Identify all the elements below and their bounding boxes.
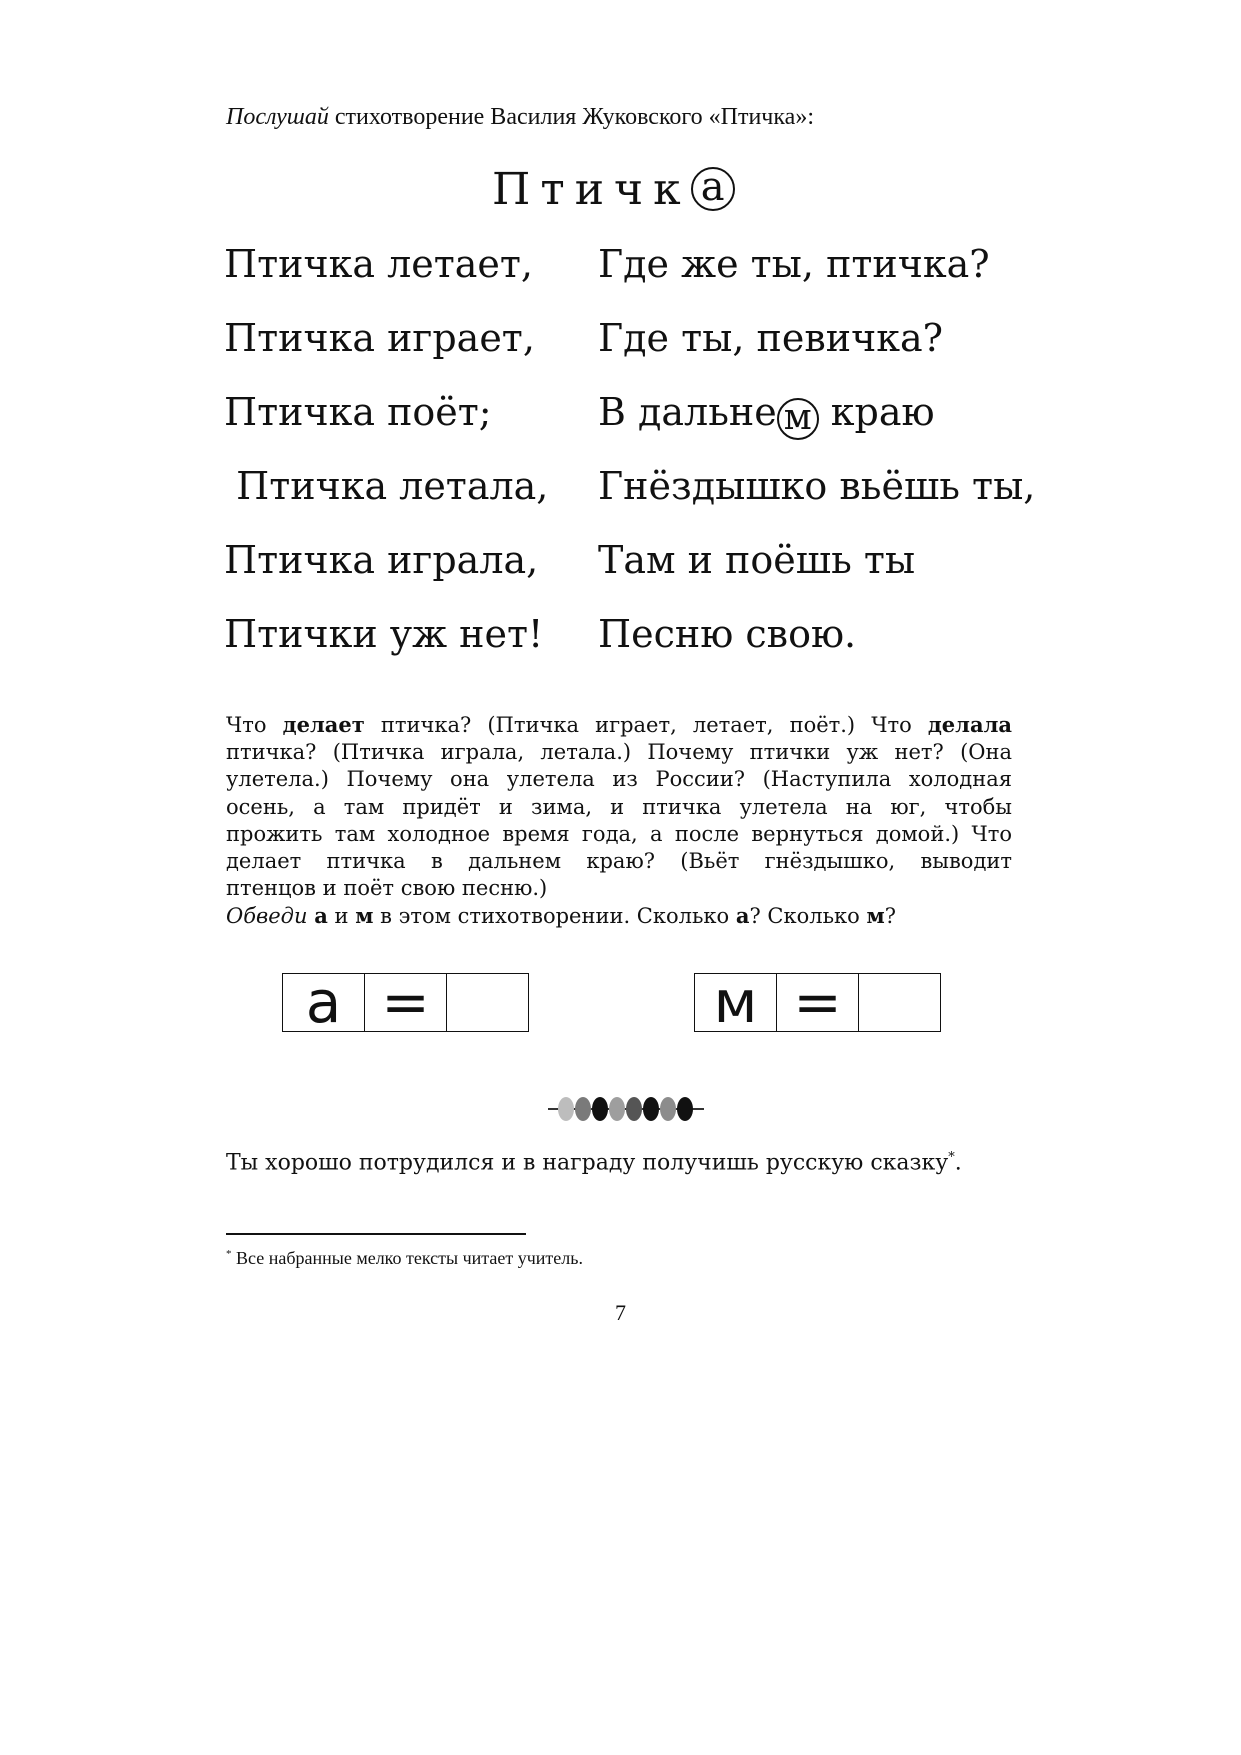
counter-a-answer-box[interactable]	[447, 974, 529, 1032]
page-number: 7	[615, 1300, 626, 1325]
paragraph-line-1	[226, 711, 1012, 739]
paragraph-line-7: птенцов и поёт свою песню.)	[226, 876, 548, 901]
poem-left-line-1: Птичка летает,	[224, 242, 533, 286]
instruction-italic: Обведи	[226, 904, 308, 929]
counter-m-answer-box[interactable]	[859, 974, 941, 1032]
questions-paragraph	[226, 711, 1012, 931]
paragraph-bold-delaet: делает	[282, 712, 365, 737]
instruction-text: ? Сколько	[749, 904, 867, 929]
bead	[677, 1097, 693, 1121]
bead	[558, 1097, 574, 1121]
instruction-bold-m: м	[866, 903, 885, 929]
paragraph-bold-delala: делала	[927, 712, 1012, 737]
intro-text	[226, 104, 814, 131]
poem-right-line-4: Гнёздышко вьёшь ты,	[598, 464, 1036, 508]
paragraph-line-4: осень, а там придёт и зима, и птичка улетела на юг, чтобы	[226, 794, 1012, 819]
bead	[660, 1097, 676, 1121]
poem-right-line-3-after: краю	[818, 390, 935, 434]
poem-right-line-3	[598, 388, 935, 440]
reward-text	[226, 1150, 962, 1175]
intro-rest: стихотворение Василия Жуковского «Птичка»:	[328, 104, 814, 130]
counter-m-letter: м	[695, 974, 777, 1032]
poem-left-line-2: Птичка играет,	[224, 316, 535, 360]
footnote-mark: *	[226, 1248, 232, 1260]
paragraph-line-5: прожить там холодное время года, а после вернуться домой.) Что	[226, 821, 1012, 846]
reward-footnote-mark: *	[948, 1150, 955, 1165]
intro-italic: Послушай	[226, 104, 329, 130]
reward-sentence: Ты хорошо потрудился и в награду получишь русскую сказку	[226, 1150, 949, 1176]
footnote-divider	[226, 1233, 526, 1235]
paragraph-line-3: улетела.) Почему она улетела из России? (Наступила холодная	[226, 767, 1012, 792]
instruction-bold-m: м	[355, 903, 374, 929]
instruction-bold-a: а	[735, 903, 750, 929]
poem-circled-letter-m: м	[777, 398, 819, 440]
counter-a-equals: =	[365, 974, 447, 1032]
paragraph-text: птичка? (Птичка играет, летает, поёт.) Что	[364, 713, 928, 737]
poem-left-line-6: Птички уж нет!	[224, 612, 544, 656]
bead	[626, 1097, 642, 1121]
footnote	[226, 1248, 583, 1269]
counter-a-table	[282, 968, 529, 1036]
instruction-text: ?	[884, 904, 896, 929]
bead	[609, 1097, 625, 1121]
paragraph-line-6: делает птичка в дальнем краю? (Вьёт гнёздышко, выводит	[226, 849, 1012, 874]
bead	[643, 1097, 659, 1121]
poem-title-main: Птичк	[492, 164, 691, 215]
bead	[592, 1097, 608, 1121]
reward-period: .	[954, 1150, 962, 1176]
instruction-line	[226, 902, 1012, 930]
counter-m-table	[694, 968, 941, 1036]
poem-left-line-3: Птичка поёт;	[224, 390, 492, 434]
poem-right-line-2: Где ты, певичка?	[598, 316, 943, 360]
poem-right-line-1: Где же ты, птичка?	[598, 242, 990, 286]
poem-title-circled-letter: а	[691, 167, 735, 211]
paragraph-line-2: птичка? (Птичка играла, летала.) Почему птички уж нет? (Она	[226, 740, 1012, 765]
poem-title	[492, 160, 735, 220]
bead	[575, 1097, 591, 1121]
poem-left-line-4: Птичка летала,	[224, 464, 549, 508]
counter-a-letter: а	[283, 974, 365, 1032]
counter-m-equals: =	[777, 974, 859, 1032]
footnote-text: Все набранные мелко тексты читает учитель.	[231, 1248, 583, 1268]
instruction-text: и	[327, 904, 356, 929]
poem-right-line-5: Там и поёшь ты	[598, 538, 916, 582]
poem-right-line-3-before: В дальне	[598, 390, 777, 434]
instruction-bold-a: а	[314, 903, 328, 929]
poem-right-line-6: Песню свою.	[598, 612, 857, 656]
bead-divider-icon	[546, 1094, 706, 1124]
poem-left-line-5: Птичка играла,	[224, 538, 539, 582]
instruction-text: в этом стихотворении. Сколько	[373, 904, 736, 929]
paragraph-text: Что	[226, 713, 283, 737]
